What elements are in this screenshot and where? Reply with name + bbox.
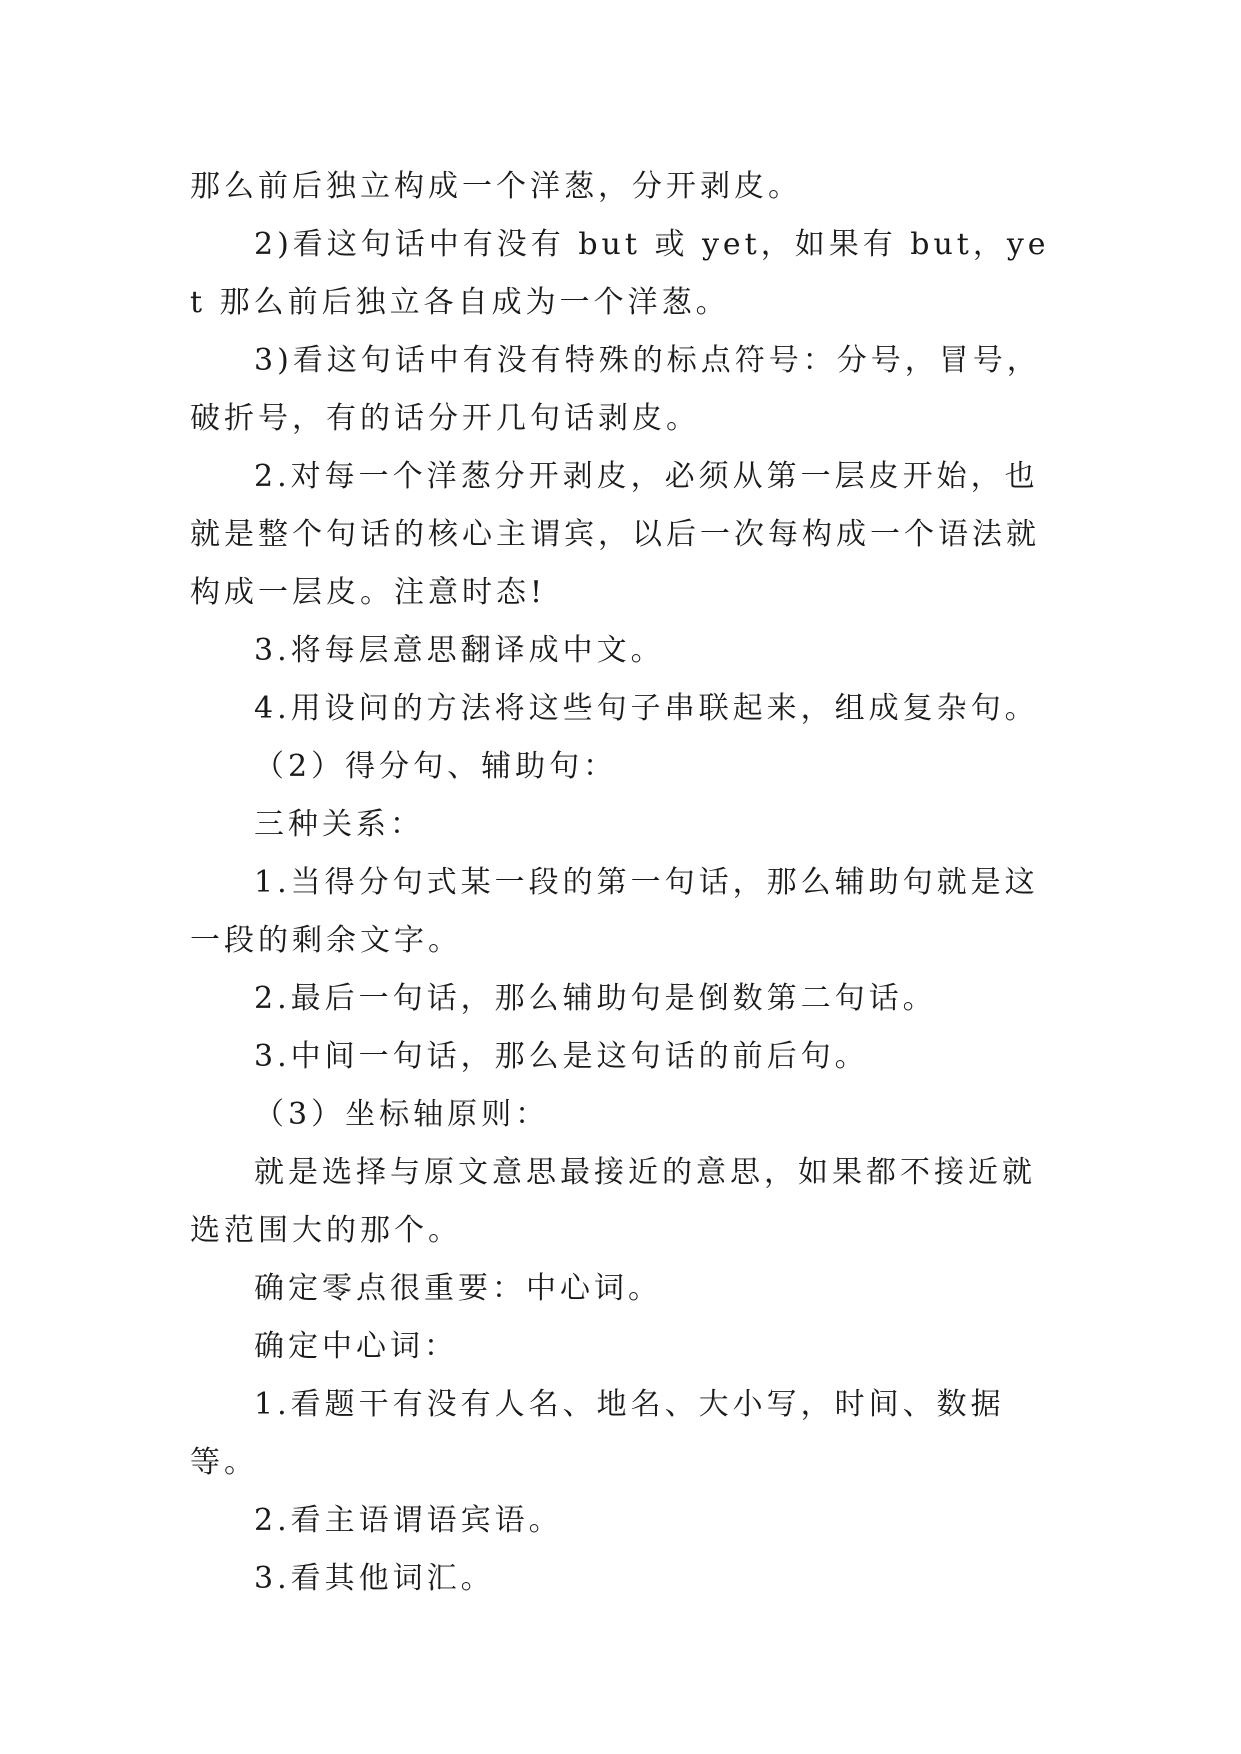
- paragraph: 那么前后独立构成一个洋葱，分开剥皮。: [190, 169, 802, 204]
- paragraph: 确定零点很重要：中心词。: [254, 1271, 662, 1306]
- paragraph: 就是选择与原文意思最接近的意思，如果都不接近就选范围大的那个。: [190, 1155, 1036, 1248]
- paragraph: 4.用设问的方法将这些句子串联起来，组成复杂句。: [254, 691, 1039, 726]
- section-heading: （3）坐标轴原则：: [254, 1097, 550, 1132]
- paragraph: 3.将每层意思翻译成中文。: [254, 633, 665, 668]
- paragraph: 三种关系：: [254, 807, 424, 842]
- paragraph: 3.中间一句话，那么是这句话的前后句。: [254, 1039, 869, 1074]
- document-body: [190, 158, 1060, 1608]
- paragraph: 2.最后一句话，那么辅助句是倒数第二句话。: [254, 981, 937, 1016]
- paragraph: 2)看这句话中有没有 but 或 yet，如果有 but，yet 那么前后独立各自成为一个洋葱。: [190, 227, 1050, 320]
- paragraph: 1.当得分句式某一段的第一句话，那么辅助句就是这一段的剩余文字。: [190, 865, 1039, 958]
- paragraph: 确定中心词：: [254, 1329, 458, 1364]
- paragraph: 3)看这句话中有没有特殊的标点符号：分号，冒号，破折号，有的话分开几句话剥皮。: [190, 343, 1041, 436]
- paragraph: 3.看其他词汇。: [254, 1561, 495, 1596]
- paragraph: 1.看题干有没有人名、地名、大小写，时间、数据等。: [190, 1387, 1005, 1480]
- paragraph: 2.看主语谓语宾语。: [254, 1503, 563, 1538]
- paragraph: 2.对每一个洋葱分开剥皮，必须从第一层皮开始，也就是整个句话的核心主谓宾，以后一次每构成一个语法就构成一层皮。注意时态!: [190, 459, 1040, 610]
- section-heading: （2）得分句、辅助句：: [254, 749, 618, 784]
